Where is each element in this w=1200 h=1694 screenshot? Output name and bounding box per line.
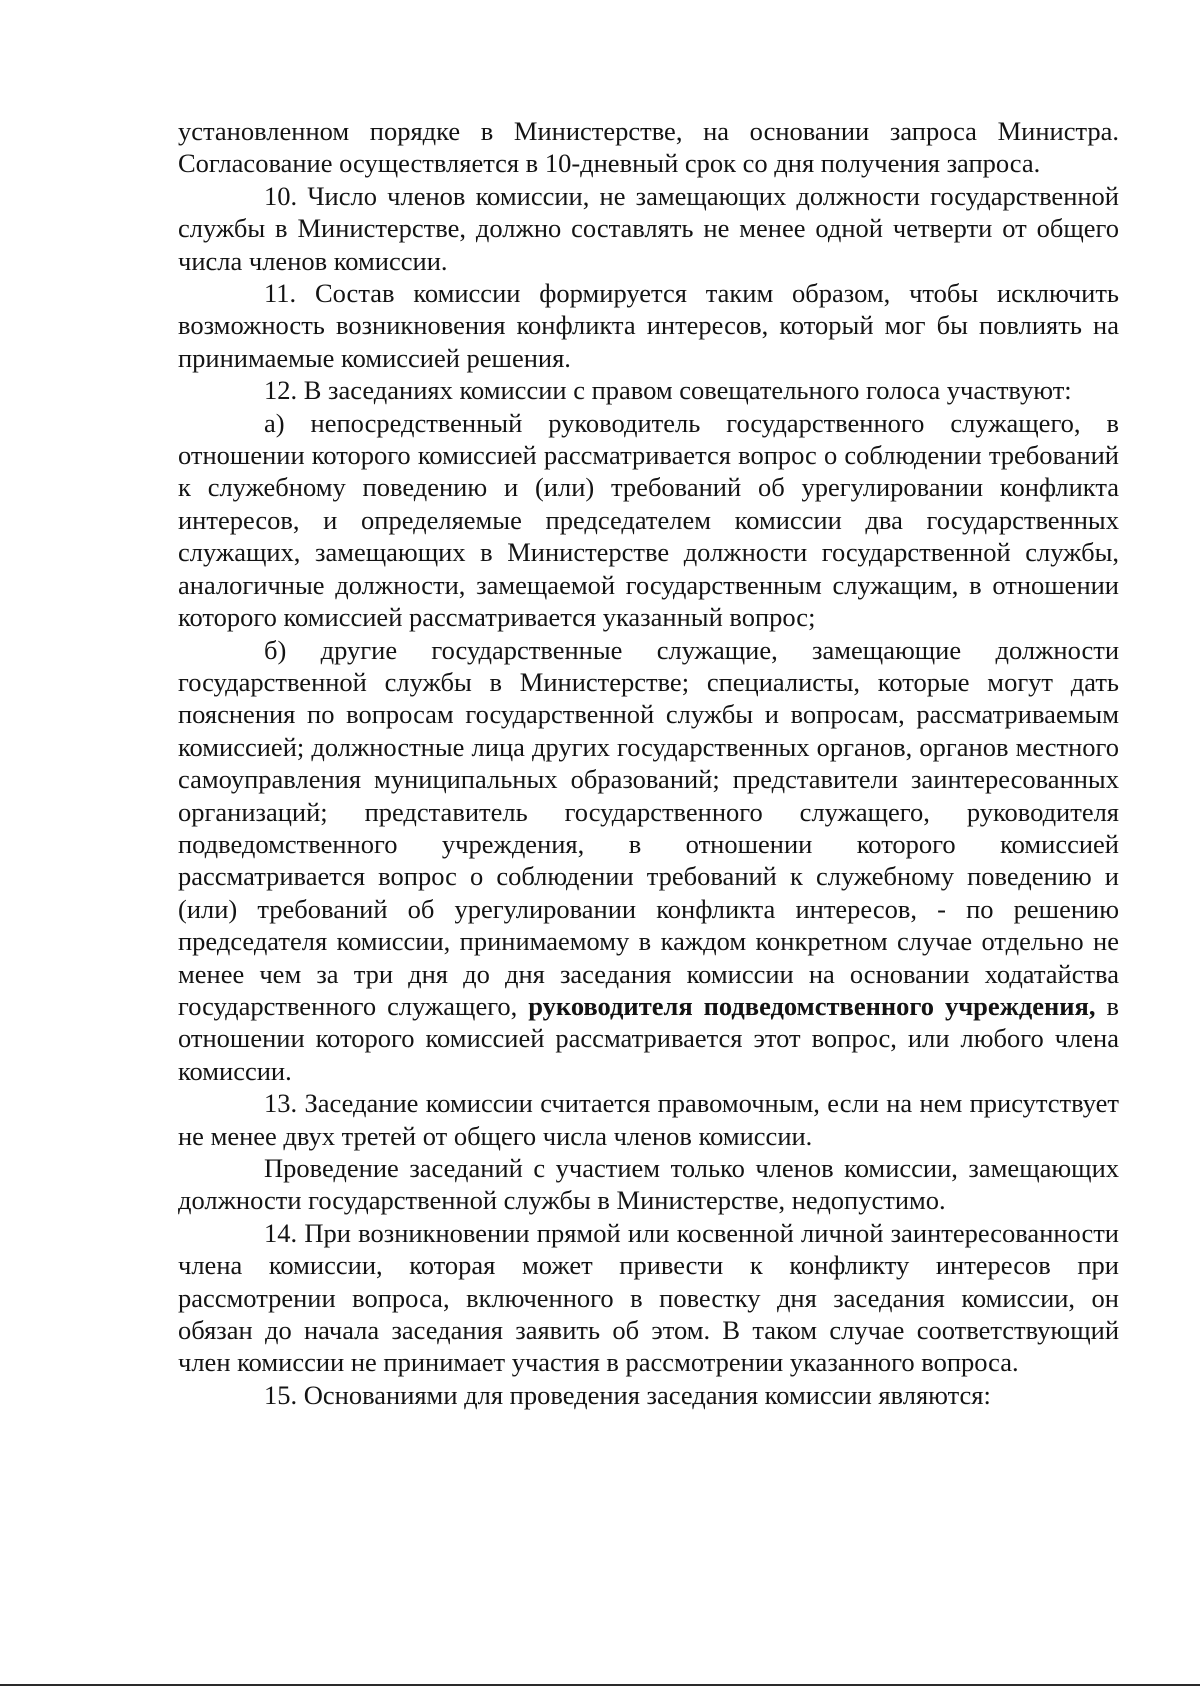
paragraph-item-12: 12. В заседаниях комиссии с правом совещательного голоса участвуют:	[264, 375, 1072, 406]
paragraph-item-13: 13. Заседание комиссии считается правомочным, если на нем присутствует не менее двух третей от общего числа членов комиссии.	[178, 1088, 1119, 1151]
paragraph-item-14: 14. При возникновении прямой или косвенной личной заинтересованности члена комиссии, которая может привести к конфликту интересов при рассмотрении вопроса, включенного в повестку дня заседания комиссии, он обязан до начала заседания заявить об этом. В таком случае соответствующий член комиссии не принимает участия в рассмотрении указанного вопроса.	[178, 1217, 1119, 1378]
paragraph-item-10: 10. Число членов комиссии, не замещающих должности государственной службы в Министерстве, должно составлять не менее одной четверти от общего числа членов комиссии.	[178, 180, 1119, 276]
document-body	[178, 115, 1119, 1411]
paragraph-item-11: 11. Состав комиссии формируется таким образом, чтобы исключить возможность возникновения конфликта интересов, который мог бы повлиять на принимаемые комиссией решения.	[178, 278, 1119, 373]
paragraph-item-12b-text-before: б) другие государственные служащие, замещающие должности государственной службы в Министерстве; специалисты, которые могут дать пояснения по вопросам государственной службы и вопросам, рассматриваемым комиссией; должностные лица других государственных органов, органов местного самоуправления муниципальных образований; представители заинтересованных организаций; представитель государственного служащего, руководителя подведомственного учреждения, в отношении которого комиссией рассматривается вопрос о соблюдении требований к служебному поведению и (или) требований об урегулировании конфликта интересов, - по решению председателя комиссии, принимаемому в каждом конкретном случае отдельно не менее чем за три дня до дня заседания комиссии на основании ходатайства государственного служащего,	[178, 634, 1119, 1021]
paragraph-item-15: 15. Основаниями для проведения заседания комиссии являются:	[264, 1379, 991, 1410]
paragraph-item-12a: а) непосредственный руководитель государственного служащего, в отношении которого комиссией рассматривается вопрос о соблюдении требований к служебному поведению и (или) требований об урегулировании конфликта интересов, и определяемые председателем комиссии два государственных служащих, замещающих в Министерстве должности государственной службы, аналогичные должности, замещаемой государственным служащим, в отношении которого комиссией рассматривается указанный вопрос;	[178, 407, 1119, 633]
paragraph-item-13-second: Проведение заседаний с участием только членов комиссии, замещающих должности государственной службы в Министерстве, недопустимо.	[178, 1153, 1119, 1216]
paragraph-continuation: установленном порядке в Министерстве, на основании запроса Министра. Согласование осуществляется в 10-дневный срок со дня получения запроса.	[178, 116, 1119, 179]
paragraph-item-12b-text-after: в отношении которого комиссией рассматривается этот вопрос, или любого члена комиссии.	[178, 990, 1119, 1086]
paragraph-item-12b	[178, 634, 1119, 1088]
page-bottom-rule	[0, 1684, 1200, 1686]
paragraph-item-12b-bold-text: руководителя подведомственного учреждения,	[528, 990, 1096, 1021]
